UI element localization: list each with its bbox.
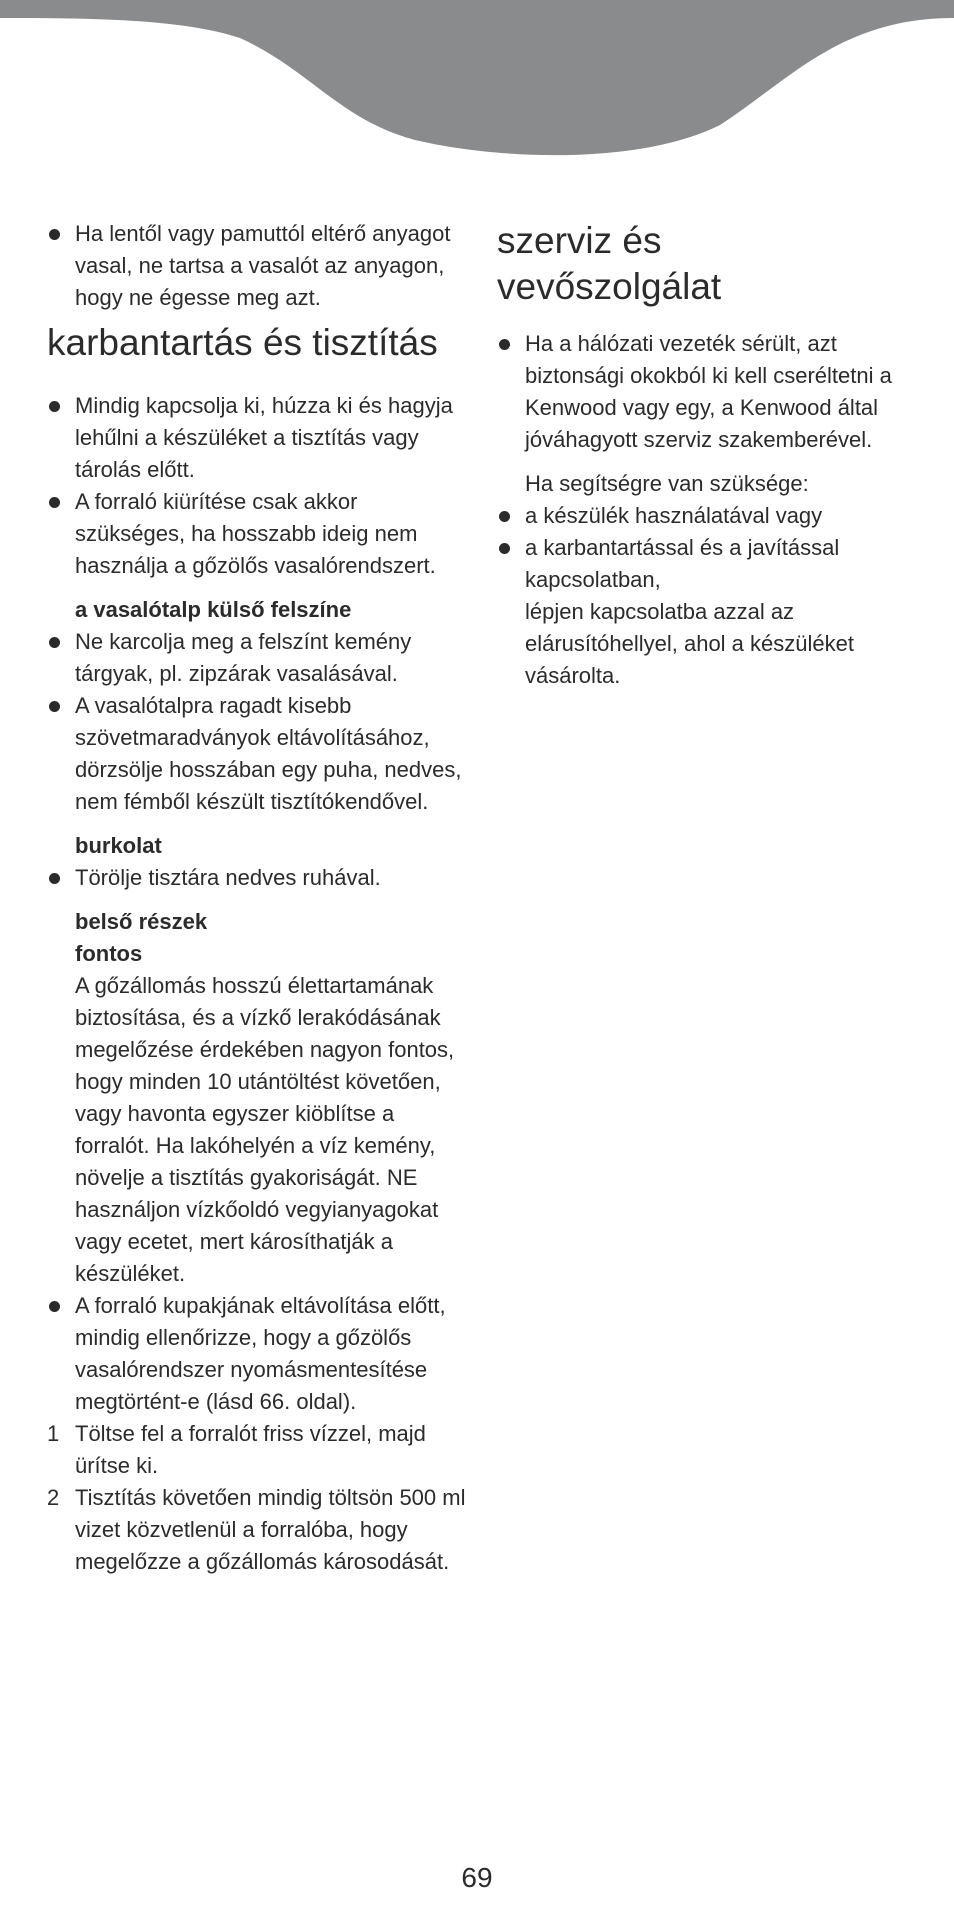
list-item: a karbantartással és a javítással kapcsolatban,: [497, 532, 927, 596]
heading-line: szerviz és: [497, 220, 662, 261]
heading-line: vevőszolgálat: [497, 266, 722, 307]
list-item: A forraló kiürítése csak akkor szükséges, ha hosszabb ideig nem használja a gőzölős vasalórendszert.: [47, 486, 467, 582]
contact-text: lépjen kapcsolatba azzal az elárusítóhellyel, ahol a készüléket vásárolta.: [525, 599, 854, 688]
list-item: A forraló kupakjának eltávolítása előtt, mindig ellenőrizze, hogy a gőzölős vasalórendszer nyomásmentesítése megtörtént-e (lásd 66. oldal).: [47, 1290, 467, 1418]
header-wave-decoration: [0, 0, 954, 160]
step-item: [47, 1482, 467, 1578]
section-heading-service: [497, 218, 927, 310]
important-note: A gőzállomás hosszú élettartamának biztosítása, és a vízkő lerakódásának megelőzése érdekében nagyon fontos, hogy minden 10 utántöltést követően, vagy havonta egyszer kiöblítse a forralót. Ha lakóhelyén a víz kemény, növelje a tisztítás gyakoriságát. NE használjon vízkőoldó vegyianyagokat vagy ecetet, mert károsíthatják a készüléket.: [75, 973, 455, 1286]
section-heading-maintenance: karbantartás és tisztítás: [47, 322, 438, 363]
list-item: A vasalótalpra ragadt kisebb szövetmaradványok eltávolításához, dörzsölje hosszában egy puha, nedves, nem fémből készült tisztítókendővel.: [47, 690, 467, 818]
step-item: [47, 1418, 467, 1482]
list-item: Ha a hálózati vezeték sérült, azt biztonsági okokból ki kell cseréltetni a Kenwood vagy egy, a Kenwood által jóváhagyott szerviz szakemberével.: [497, 328, 927, 456]
step-text: Tisztítás követően mindig töltsön 500 ml vizet közvetlenül a forralóba, hogy megelőzze a gőzállomás károsodását.: [75, 1485, 466, 1574]
right-column: [497, 218, 927, 692]
step-text: Töltse fel a forralót friss vízzel, majd ürítse ki.: [75, 1421, 426, 1478]
help-intro: Ha segítségre van szüksége:: [525, 471, 809, 496]
page-number: 69: [461, 1862, 493, 1893]
step-number: 2: [47, 1485, 60, 1510]
intro-bullet: Ha lentől vagy pamuttól eltérő anyagot vasal, ne tartsa a vasalót az anyagon, hogy ne égesse meg azt.: [47, 218, 467, 314]
list-item: Törölje tisztára nedves ruhával.: [47, 862, 467, 894]
list-item: Ne karcolja meg a felszínt kemény tárgyak, pl. zipzárak vasalásával.: [47, 626, 467, 690]
subheading-soleplate: a vasalótalp külső felszíne: [75, 597, 352, 622]
subheading-housing: burkolat: [75, 833, 162, 858]
subheading-internal-parts: belső részek: [75, 909, 208, 934]
list-item: Mindig kapcsolja ki, húzza ki és hagyja lehűlni a készüléket a tisztítás vagy tárolás előtt.: [47, 390, 467, 486]
left-column: [47, 218, 467, 1578]
subheading-important: fontos: [75, 941, 143, 966]
step-number: 1: [47, 1421, 60, 1446]
list-item: a készülék használatával vagy: [497, 500, 927, 532]
